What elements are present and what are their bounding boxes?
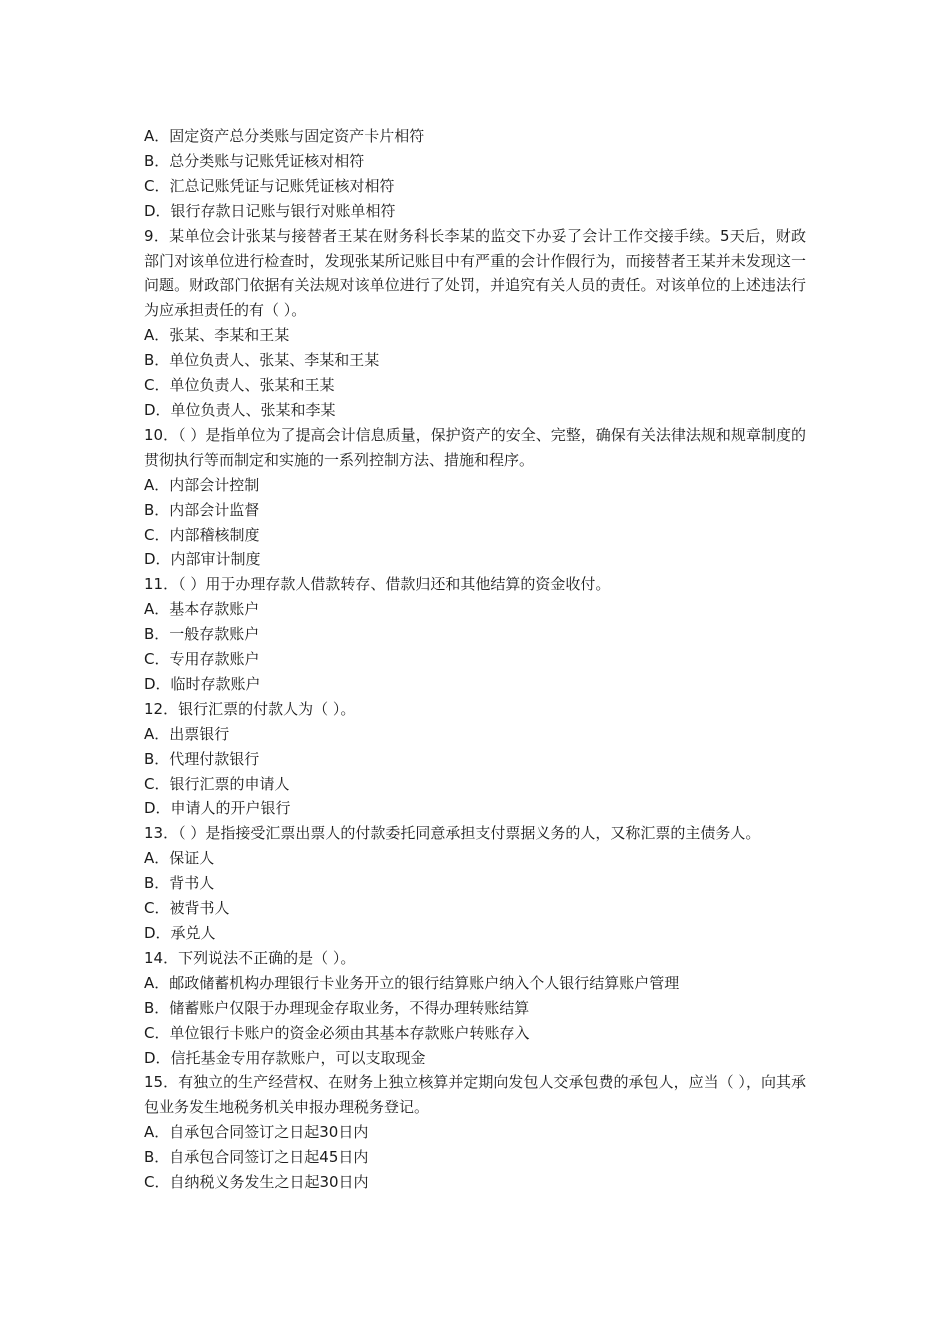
- option-a: A．自承包合同签订之日起30日内: [144, 1123, 369, 1142]
- question-12: [144, 697, 806, 822]
- option-c: C．银行汇票的申请人: [144, 774, 290, 793]
- question-9: [144, 224, 806, 423]
- option-a: A．保证人: [144, 849, 215, 868]
- question-10: [144, 423, 806, 572]
- option-d: D．银行存款日记账与银行对账单相符: [144, 201, 396, 220]
- option-b: B．单位负责人、张某、李某和王某: [144, 351, 380, 370]
- question-11: [144, 572, 806, 697]
- question-13: [144, 821, 806, 946]
- option-d: D．内部审计制度: [144, 550, 261, 569]
- question-stem: 13．（ ）是指接受汇票出票人的付款委托同意承担支付票据义务的人，又称汇票的主债务人。: [144, 824, 761, 843]
- previous-question-options: [144, 124, 806, 224]
- option-b: B．总分类账与记账凭证核对相符: [144, 151, 365, 170]
- option-d: D．信托基金专用存款账户，可以支取现金: [144, 1048, 426, 1067]
- option-a: A．张某、李某和王某: [144, 326, 290, 345]
- question-stem: 9．某单位会计张某与接替者王某在财务科长李某的监交下办妥了会计工作交接手续。5天后，财政部门对该单位进行检查时，发现张某所记账目中有严重的会计作假行为，而接替者王某并未发现这一问题。财政部门依据有关法规对该单位进行了处罚，并追究有关人员的责任。对该单位的上述违法行为应承担责任的有（ ）。: [144, 226, 806, 320]
- option-c: C．单位银行卡账户的资金必须由其基本存款账户转账存入: [144, 1023, 530, 1042]
- option-c: C．单位负责人、张某和王某: [144, 376, 335, 395]
- option-a: A．固定资产总分类账与固定资产卡片相符: [144, 127, 425, 145]
- question-15: [144, 1070, 806, 1195]
- option-b: B．储蓄账户仅限于办理现金存取业务，不得办理转账结算: [144, 998, 530, 1017]
- option-d: D．申请人的开户银行: [144, 799, 291, 818]
- option-d: D．临时存款账户: [144, 674, 261, 693]
- option-b: B．自承包合同签订之日起45日内: [144, 1148, 369, 1167]
- document-page: [144, 124, 806, 1195]
- option-c: C．专用存款账户: [144, 650, 260, 669]
- option-d: D．承兑人: [144, 924, 216, 942]
- option-b: B．内部会计监督: [144, 500, 260, 519]
- question-stem: 15．有独立的生产经营权、在财务上独立核算并定期向发包人交承包费的承包人，应当（ ），向其承包业务发生地税务机关申报办理税务登记。: [144, 1073, 806, 1117]
- option-a: A．邮政储蓄机构办理银行卡业务开立的银行结算账户纳入个人银行结算账户管理: [144, 973, 680, 992]
- question-stem: 14．下列说法不正确的是（ ）。: [144, 948, 356, 967]
- question-stem: 10．（ ）是指单位为了提高会计信息质量，保护资产的安全、完整，确保有关法律法规和规章制度的贯彻执行等而制定和实施的一系列控制方法、措施和程序。: [144, 425, 806, 469]
- question-stem: 12．银行汇票的付款人为（ ）。: [144, 699, 356, 718]
- option-a: A．出票银行: [144, 724, 230, 743]
- option-c: C．被背书人: [144, 899, 230, 918]
- option-c: C．自纳税义务发生之日起30日内: [144, 1173, 369, 1192]
- option-a: A．基本存款账户: [144, 600, 260, 619]
- option-b: B．代理付款银行: [144, 749, 260, 768]
- question-14: [144, 946, 806, 1071]
- option-c: C．内部稽核制度: [144, 525, 260, 544]
- option-a: A．内部会计控制: [144, 475, 260, 494]
- option-b: B．背书人: [144, 874, 215, 893]
- option-c: C．汇总记账凭证与记账凭证核对相符: [144, 176, 395, 195]
- option-b: B．一般存款账户: [144, 625, 260, 644]
- question-stem: 11．（ ）用于办理存款人借款转存、借款归还和其他结算的资金收付。: [144, 575, 611, 594]
- option-d: D．单位负责人、张某和李某: [144, 400, 336, 419]
